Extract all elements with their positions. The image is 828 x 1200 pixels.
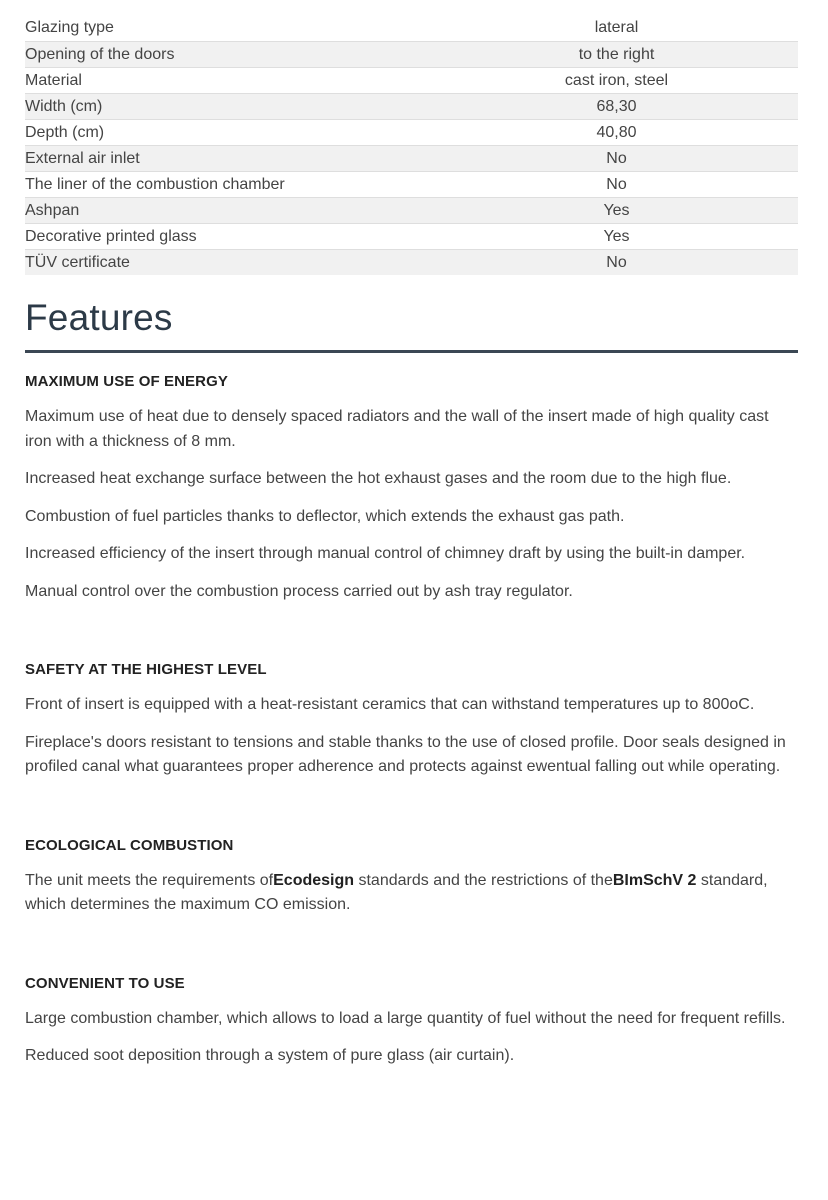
features-divider xyxy=(25,350,798,353)
spec-row xyxy=(25,249,798,275)
spec-value: lateral xyxy=(435,15,798,41)
feature-paragraph: Manual control over the combustion process carried out by ash tray regulator. xyxy=(25,582,573,600)
spec-name: Opening of the doors xyxy=(25,41,435,67)
spec-value: No xyxy=(435,171,798,197)
spec-row xyxy=(25,93,798,119)
spec-name: Decorative printed glass xyxy=(25,223,435,249)
feature-section-ecological xyxy=(25,837,798,918)
section-heading: SAFETY AT THE HIGHEST LEVEL xyxy=(25,661,267,678)
feature-paragraph: Large combustion chamber, which allows to load a large quantity of fuel without the need for frequent refills. xyxy=(25,1009,786,1027)
spec-name: Depth (cm) xyxy=(25,119,435,145)
spec-name: Material xyxy=(25,67,435,93)
spec-row xyxy=(25,119,798,145)
product-details xyxy=(25,15,798,1064)
spec-row xyxy=(25,41,798,67)
spec-name: Glazing type xyxy=(25,15,435,41)
spec-value: cast iron, steel xyxy=(435,67,798,93)
feature-paragraph: Front of insert is equipped with a heat-resistant ceramics that can withstand temperatures up to 800oC. xyxy=(25,696,755,713)
spec-value: No xyxy=(435,249,798,275)
spec-value: No xyxy=(435,145,798,171)
spec-row xyxy=(25,67,798,93)
feature-paragraph: Reduced soot deposition through a system of pure glass (air curtain). xyxy=(25,1047,515,1064)
eco-text-mid: standards and the restrictions of the xyxy=(354,871,613,889)
feature-section-energy xyxy=(25,373,798,604)
feature-paragraph: Maximum use of heat due to densely spaced radiators and the wall of the insert made of high quality cast iron with a thickness of 8 mm. xyxy=(25,408,769,450)
feature-paragraph: Fireplace's doors resistant to tensions and stable thanks to the use of closed profile. Door seals designed in profiled canal what guarantees proper adherence and protects against ewentual falling out while operating. xyxy=(25,733,786,775)
feature-paragraph: Combustion of fuel particles thanks to deflector, which extends the exhaust gas path. xyxy=(25,507,625,525)
features-title: Features xyxy=(25,297,173,338)
section-heading: MAXIMUM USE OF ENERGY xyxy=(25,373,228,390)
spec-row xyxy=(25,223,798,249)
feature-paragraph: Increased efficiency of the insert through manual control of chimney draft by using the built-in damper. xyxy=(25,545,746,562)
eco-standard-bimschv: BImSchV 2 xyxy=(612,871,697,889)
section-spacer xyxy=(25,793,798,837)
specifications-table xyxy=(25,15,798,275)
feature-section-convenient xyxy=(25,975,798,1069)
spec-name: TÜV certificate xyxy=(25,249,435,275)
spec-value: 68,30 xyxy=(435,93,798,119)
spec-name: Width (cm) xyxy=(25,93,435,119)
spec-value: Yes xyxy=(435,223,798,249)
section-heading: ECOLOGICAL COMBUSTION xyxy=(25,836,234,854)
eco-text-post: standard, which determines the maximum CO emission. xyxy=(25,871,768,913)
spec-name: Ashpan xyxy=(25,197,435,223)
spec-value: to the right xyxy=(435,41,798,67)
spec-row xyxy=(25,197,798,223)
feature-paragraph: Increased heat exchange surface between the hot exhaust gases and the room due to the high flue. xyxy=(25,470,732,487)
spec-name: The liner of the combustion chamber xyxy=(25,171,435,197)
feature-paragraph xyxy=(25,869,798,918)
spec-name: External air inlet xyxy=(25,145,435,171)
feature-section-safety xyxy=(25,661,798,780)
section-spacer xyxy=(25,617,798,661)
eco-standard-ecodesign: Ecodesign xyxy=(273,871,355,889)
eco-text-pre: The unit meets the requirements of xyxy=(25,871,274,889)
spec-row xyxy=(25,15,798,41)
features-sections xyxy=(25,373,798,1082)
spec-value: 40,80 xyxy=(435,119,798,145)
spec-row xyxy=(25,145,798,171)
section-spacer xyxy=(25,931,798,975)
section-heading: CONVENIENT TO USE xyxy=(25,974,185,992)
spec-row xyxy=(25,171,798,197)
spec-value: Yes xyxy=(435,197,798,223)
